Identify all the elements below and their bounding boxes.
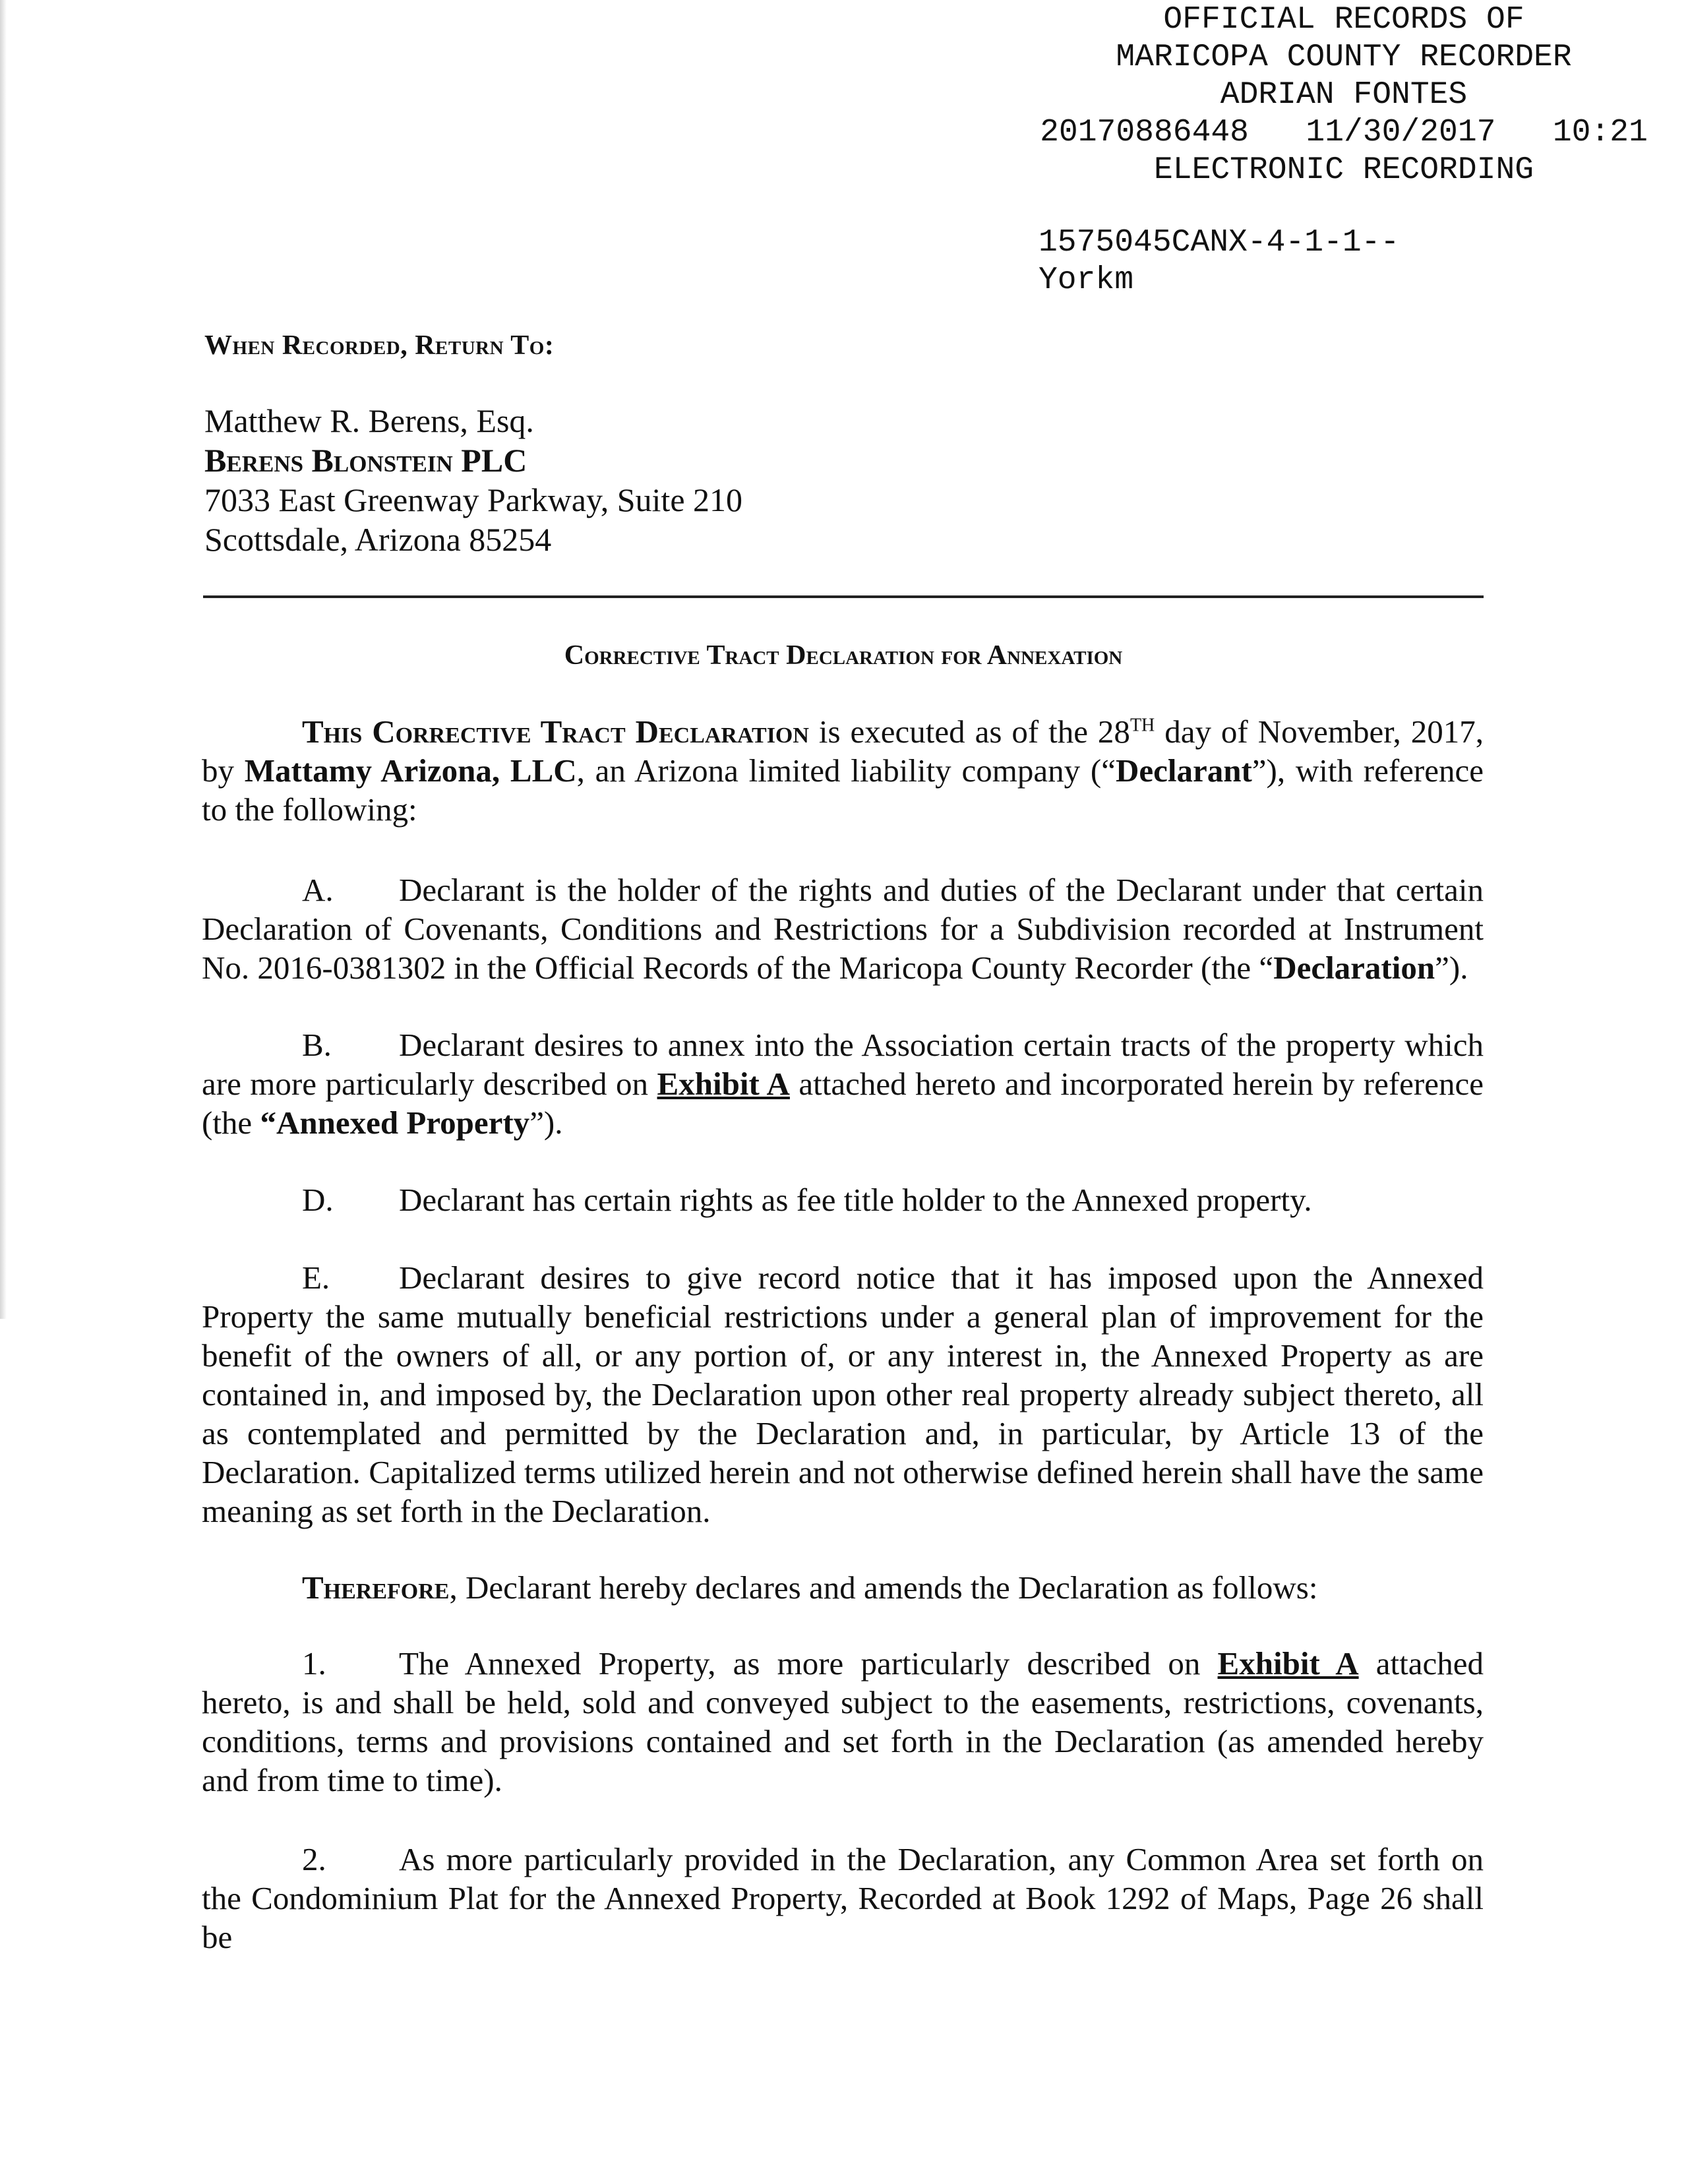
defined-term: “Annexed Property (260, 1105, 530, 1141)
stamp-line: ADRIAN FONTES (1220, 77, 1468, 113)
attorney-name: Matthew R. Berens, Esq. (204, 402, 534, 439)
return-address-block (204, 401, 742, 559)
declarant-term: Declarant (1115, 752, 1252, 789)
stamp-instrument-line: 20170886448 11/30/2017 10:21 (1040, 115, 1648, 150)
defined-term: Declaration (1273, 950, 1435, 986)
stamp-line: MARICOPA COUNTY RECORDER (1116, 40, 1572, 75)
stamp-line: OFFICIAL RECORDS OF (1163, 2, 1524, 38)
recital-label: E. (302, 1259, 330, 1296)
recital-d: D. Declarant has certain rights as fee title holder to the Annexed property. (302, 1182, 1312, 1218)
section-label: 1. (302, 1645, 326, 1682)
street-address: 7033 East Greenway Parkway, Suite 210 (204, 481, 743, 518)
horizontal-divider (203, 595, 1484, 598)
recital-a: A. Declarant is the holder of the rights and duties of the Declarant under that certain Declaration of Covenants, Conditions and Restrictions for a Subdivision recorded at Instrument No. 2016-0381302 in the Official Records of the Maricopa County Recorder (the “Declaration”). (202, 872, 1484, 986)
section-2: 2. As more particularly provided in the Declaration, any Common Area set forth on the Condominium Plat for the Annexed Property, Recorded at Book 1292 of Maps, Page 26 shall be (202, 1841, 1484, 1955)
document-title: Corrective Tract Declaration for Annexation (564, 640, 1123, 671)
city-state-zip: Scottsdale, Arizona 85254 (204, 521, 552, 558)
recital-e: E. Declarant desires to give record notice that it has imposed upon the Annexed Property the same mutually beneficial restrictions under a general plan of improvement for the benefit of the owners of all, or any portion of, or any interest in, the Annexed Property as are contained in, and imposed by, the Declaration upon other real property already subject thereto, all as contemplated and permitted by the Declaration and, in particular, by Article 13 of the Declaration. Capitalized terms utilized herein and not otherwise defined herein shall have the same meaning as set forth in the Declaration. (202, 1259, 1484, 1529)
recording-tag (1039, 224, 1399, 299)
recital-label: D. (302, 1182, 334, 1218)
law-firm-name: Berens Blonstein PLC (204, 442, 528, 479)
therefore-paragraph: Therefore, Declarant hereby declares and amends the Declaration as follows: (302, 1569, 1318, 1606)
tracking-code: 1575045CANX-4-1-1-- (1039, 225, 1400, 260)
clerk-id: Yorkm (1039, 262, 1134, 298)
section-label: 2. (302, 1841, 326, 1877)
recording-stamp (1034, 1, 1654, 189)
ordinal-suffix: TH (1130, 715, 1155, 736)
intro-paragraph: This Corrective Tract Declaration is executed as of the 28TH day of November, 2017, by Mattamy Arizona, LLC, an Arizona limited liability company (“Declarant”), with reference to the following: (202, 713, 1484, 828)
recital-b: B. Declarant desires to annex into the Association certain tracts of the property which are more particularly described on Exhibit A attached hereto and incorporated herein by reference (the “Annexed Property”). (202, 1027, 1484, 1141)
section-1: 1. The Annexed Property, as more particularly described on Exhibit A attached hereto, is and shall be held, sold and conveyed subject to the easements, restrictions, covenants, conditions, terms and provisions contained and set forth in the Declaration (as amended hereby and from time to time). (202, 1645, 1484, 1798)
therefore-lead: Therefore (302, 1569, 450, 1606)
scan-edge-shadow (0, 0, 7, 1319)
return-to-heading: When Recorded, Return To: (204, 330, 555, 361)
intro-lead: This Corrective Tract Declaration (302, 713, 809, 750)
exhibit-a-reference: Exhibit A (657, 1066, 790, 1102)
recital-label: A. (302, 872, 334, 908)
declarant-name: Mattamy Arizona, LLC (244, 752, 577, 789)
exhibit-a-reference: Exhibit A (1217, 1645, 1359, 1682)
recital-label: B. (302, 1027, 332, 1063)
stamp-line: ELECTRONIC RECORDING (1153, 152, 1534, 188)
